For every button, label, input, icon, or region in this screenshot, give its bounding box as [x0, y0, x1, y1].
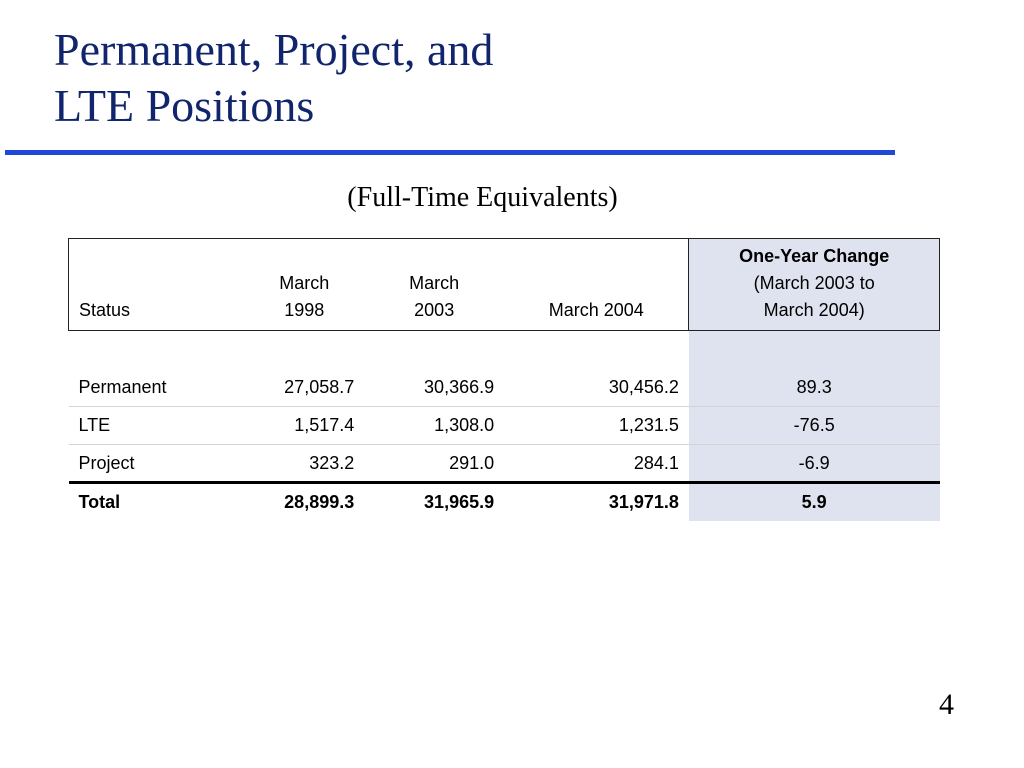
slide-title [54, 22, 493, 134]
slide-title-line-2: LTE Positions [54, 80, 315, 131]
header-march-1998-line-1: March [279, 273, 330, 293]
positions-table [68, 238, 940, 521]
cell-march-2004: 284.1 [633, 452, 679, 473]
cell-march-2004: 30,456.2 [608, 376, 679, 397]
page-number: 4 [939, 688, 954, 721]
cell-march-2003: 1,308.0 [434, 415, 495, 435]
table-header-row [69, 239, 940, 331]
cell-status: LTE [78, 415, 111, 435]
cell-march-2004: 31,971.8 [608, 491, 679, 512]
header-march-2003 [364, 239, 504, 331]
header-march-1998-line-2: 1998 [284, 300, 325, 320]
header-change-line-3: March 2004) [763, 300, 865, 320]
header-march-2004: March 2004 [504, 239, 689, 331]
title-divider [5, 150, 895, 155]
table-row-total [69, 483, 940, 521]
table-row-lte [69, 407, 940, 445]
cell-change: 89.3 [689, 369, 940, 407]
header-one-year-change [689, 239, 940, 331]
table-row-project [69, 445, 940, 483]
table-spacer-row [69, 331, 940, 369]
table-subtitle: (Full-Time Equivalents) [347, 182, 618, 213]
header-march-2003-line-2: 2003 [414, 300, 455, 320]
table-row-permanent [69, 369, 940, 407]
cell-march-2003: 291.0 [449, 452, 495, 473]
cell-status: Project [78, 452, 135, 473]
cell-status: Permanent [78, 376, 167, 397]
slide-title-line-1: Permanent, Project, and [54, 24, 494, 75]
header-change-line-2: (March 2003 to [753, 273, 875, 293]
header-march-1998 [244, 239, 364, 331]
cell-status: Total [78, 491, 121, 512]
header-change-line-1: One-Year Change [739, 246, 890, 266]
cell-march-1998: 28,899.3 [284, 491, 355, 512]
header-status: Status [69, 239, 245, 331]
cell-march-1998: 323.2 [309, 452, 355, 473]
header-march-2003-line-1: March [409, 273, 460, 293]
cell-march-2003: 31,965.9 [424, 491, 495, 512]
cell-change: -6.9 [689, 445, 940, 483]
cell-march-2004: 1,231.5 [618, 415, 679, 435]
cell-march-1998: 1,517.4 [294, 415, 355, 435]
cell-march-1998: 27,058.7 [284, 376, 355, 397]
cell-change: 5.9 [689, 483, 940, 521]
cell-march-2003: 30,366.9 [424, 376, 495, 397]
cell-change: -76.5 [689, 407, 940, 445]
